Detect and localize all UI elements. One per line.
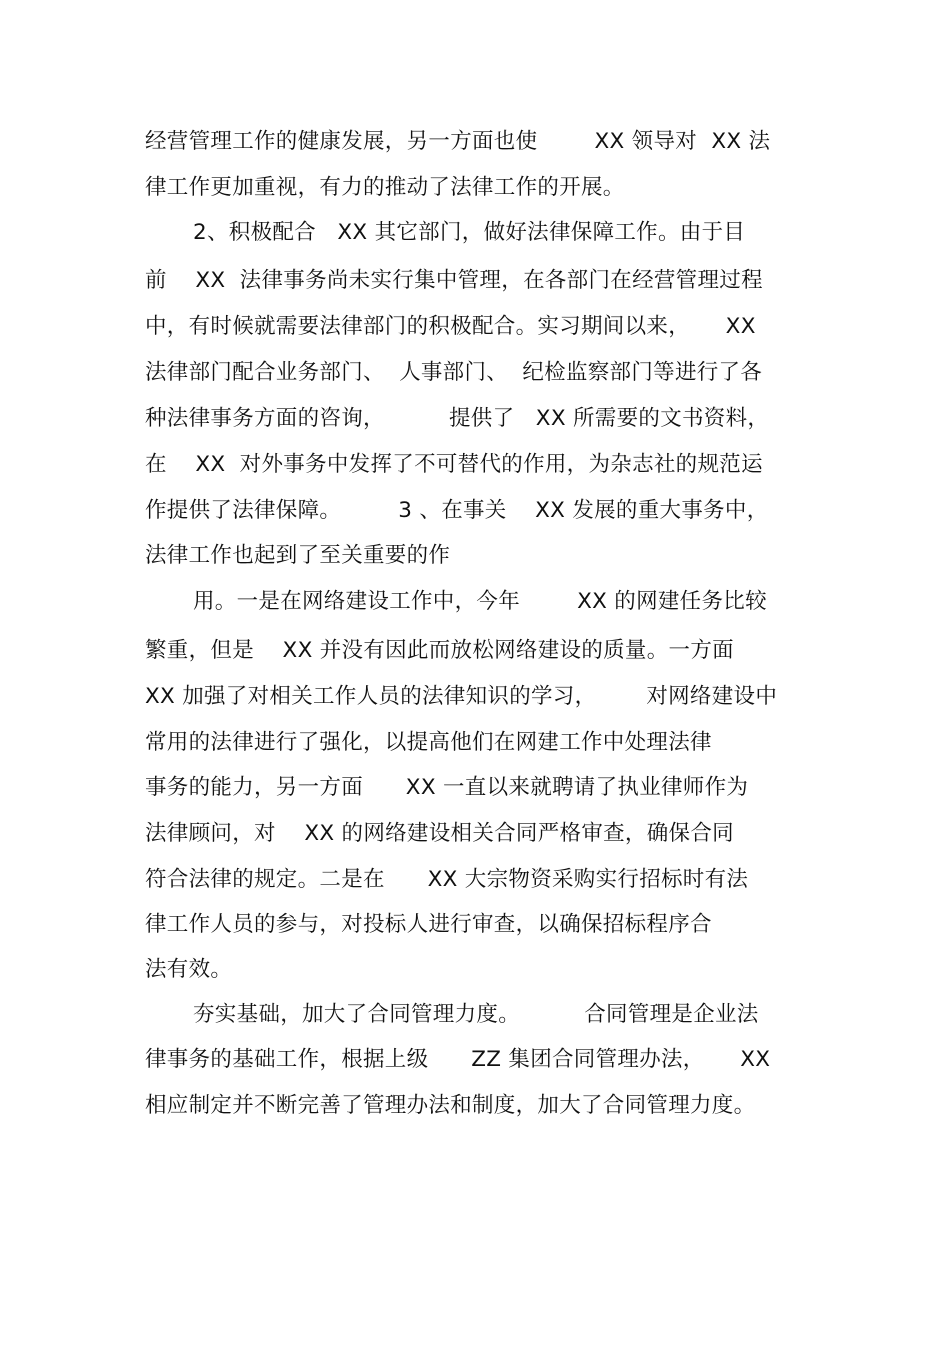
text-line-1: 经营管理工作的健康发展，另一方面也使 XX 领导对 XX 法 bbox=[145, 129, 771, 154]
text-line-5: 中，有时候就需要法律部门的积极配合。实习期间以来， XX bbox=[145, 314, 756, 339]
text-line-8: 在 XX 对外事务中发挥了不可替代的作用，为杂志社的规范运 bbox=[145, 452, 763, 477]
text-line-4: 前 XX 法律事务尚未实行集中管理，在各部门在经营管理过程 bbox=[145, 268, 763, 293]
text-line-16: 法律顾问，对 XX 的网络建设相关合同严格审查，确保合同 bbox=[145, 821, 734, 846]
text-line-10: 法律工作也起到了至关重要的作 bbox=[145, 543, 451, 568]
text-line-20: 夯实基础，加大了合同管理力度。 合同管理是企业法 bbox=[193, 1002, 759, 1027]
text-line-14: 常用的法律进行了强化，以提高他们在网建工作中处理法律 bbox=[145, 730, 712, 755]
text-line-7: 种法律事务方面的咨询， 提供了 XX 所需要的文书资料， bbox=[145, 406, 770, 431]
text-line-12: 繁重，但是 XX 并没有因此而放松网络建设的质量。一方面 bbox=[145, 638, 734, 663]
text-line-19: 法有效。 bbox=[145, 957, 233, 982]
text-line-22: 相应制定并不断完善了管理办法和制度，加大了合同管理力度。 bbox=[145, 1093, 756, 1118]
text-line-15: 事务的能力，另一方面 XX 一直以来就聘请了执业律师作为 bbox=[145, 775, 749, 800]
text-line-21: 律事务的基础工作，根据上级 ZZ 集团合同管理办法， XX bbox=[145, 1047, 771, 1072]
text-line-2: 律工作更加重视，有力的推动了法律工作的开展。 bbox=[145, 175, 625, 200]
text-line-18: 律工作人员的参与，对投标人进行审查，以确保招标程序合 bbox=[145, 912, 712, 937]
text-line-17: 符合法律的规定。二是在 XX 大宗物资采购实行招标时有法 bbox=[145, 867, 749, 892]
text-line-6: 法律部门配合业务部门、 人事部门、 纪检监察部门等进行了各 bbox=[145, 360, 763, 385]
text-line-13: XX 加强了对相关工作人员的法律知识的学习， 对网络建设中 bbox=[145, 684, 778, 709]
text-line-11: 用。一是在网络建设工作中，今年 XX 的网建任务比较 bbox=[193, 589, 767, 614]
text-line-9: 作提供了法律保障。 3 、在事关 XX 发展的重大事务中， bbox=[145, 498, 769, 523]
text-line-3: 2、积极配合 XX 其它部门，做好法律保障工作。由于目 bbox=[193, 220, 746, 245]
